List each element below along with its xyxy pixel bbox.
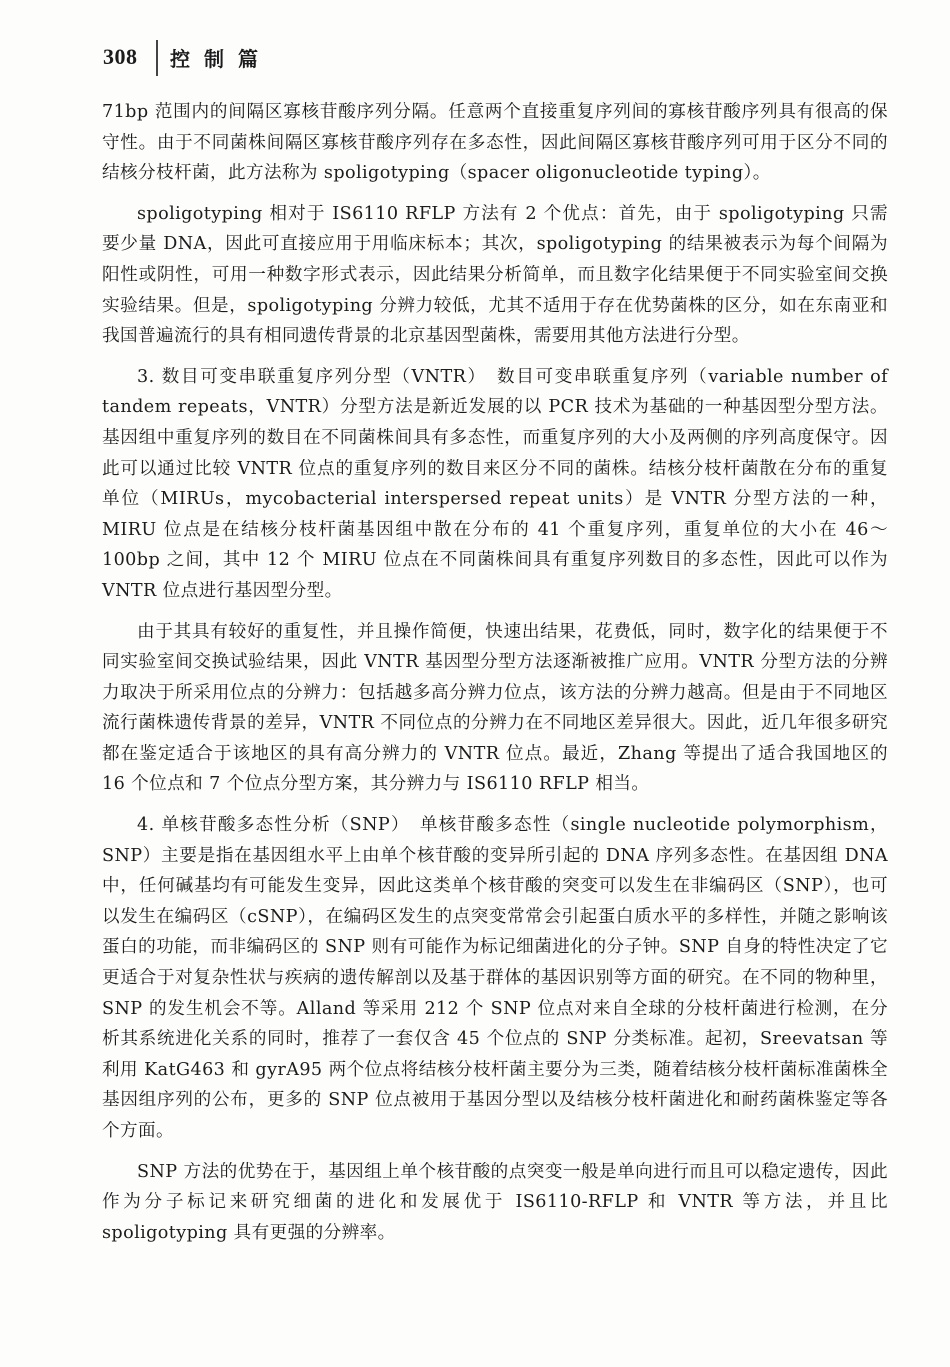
paragraph-snp: 4. 单核苷酸多态性分析（SNP） 单核苷酸多态性（single nucleotide polymorphism，SNP）主要是指在基因组水平上由单个核苷酸的变异所引起的 DNA 序列多态性。在基因组 DNA 中，任何碱基均有可能发生变异，因此这类单个核苷酸的突变可以发生在非编码区（SNP），也可以发生在编码区（cSNP），在编码区发生的点突变常常会引起蛋白质水平的多样性，并随之影响该蛋白的功能，而非编码区的 SNP 则有可能作为标记细菌进化的分子钟。SNP 自身的特性决定了它更适合于对复杂性状与疾病的遗传解剖以及基于群体的基因识别等方面的研究。在不同的物种里，SNP 的发生机会不等。Alland 等采用 212 个 SNP 位点对来自全球的分枝杆菌进行检测，在分析其系统进化关系的同时，推荐了一套仅含 45 个位点的 SNP 分类标准。起初，Sreevatsan 等利用 KatG463 和 gyrA95 两个位点将结核分枝杆菌主要分为三类，随着结核分枝杆菌标准菌株全基因组序列的公布，更多的 SNP 位点被用于基因分型以及结核分枝杆菌进化和耐药菌株鉴定等各个方面。 (102, 815, 888, 1141)
paragraph-spoligotyping-advantages: spoligotyping 相对于 IS6110 RFLP 方法有 2 个优点：首先，由于 spoligotyping 只需要少量 DNA，因此可直接应用于用临床标本；其次，spoligotyping 的结果被表示为每个间隔为阳性或阴性，可用一种数字形式表示，因此结果分析简单，而且数字化结果便于不同实验室间交换实验结果。但是，spoligotyping 分辨力较低，尤其不适用于存在优势菌株的区分，如在东南亚和我国普遍流行的具有相同遗传背景的北京基因型菌株，需要用其他方法进行分型。 (102, 203, 888, 347)
chapter-title: 控制篇 (170, 47, 272, 71)
paragraph-vntr: 3. 数目可变串联重复序列分型（VNTR） 数目可变串联重复序列（variable number of tandem repeats，VNTR）分型方法是新近发展的以 PCR 技术为基础的一种基因型分型方法。基因组中重复序列的数目在不同菌株间具有多态性，而重复序列的大小及两侧的序列高度保守。因此可以通过比较 VNTR 位点的重复序列的数目来区分不同的菌株。结核分枝杆菌散在分布的重复单位（MIRUs，mycobacterial interspersed repeat units）是 VNTR 分型方法的一种，MIRU 位点是在结核分枝杆菌基因组中散在分布的 41 个重复序列，重复单位的大小在 46～100bp 之间，其中 12 个 MIRU 位点在不同菌株间具有重复序列数目的多态性，因此可以作为 VNTR 位点进行基因型分型。 (102, 366, 888, 601)
page-number: 308 (103, 44, 138, 69)
paragraph-snp-advantages: SNP 方法的优势在于，基因组上单个核苷酸的点突变一般是单向进行而且可以稳定遗传，因此作为分子标记来研究细菌的进化和发展优于 IS6110-RFLP 和 VNTR 等方法，并且比 spoligotyping 具有更强的分辨率。 (102, 1161, 888, 1243)
body-text (102, 97, 888, 1258)
paragraph-spoligotyping-intro: 71bp 范围内的间隔区寡核苷酸序列分隔。任意两个直接重复序列间的寡核苷酸序列具有很高的保守性。由于不同菌株间隔区寡核苷酸序列存在多态性，因此间隔区寡核苷酸序列可用于区分不同的结核分枝杆菌，此方法称为 spoligotyping（spacer oligonucleotide typing）。 (102, 102, 888, 184)
header-divider (156, 40, 158, 76)
running-header (98, 40, 898, 78)
paragraph-vntr-application: 由于其具有较好的重复性，并且操作简便，快速出结果，花费低，同时，数字化的结果便于不同实验室间交换试验结果，因此 VNTR 基因型分型方法逐渐被推广应用。VNTR 分型方法的分辨力取决于所采用位点的分辨力：包括越多高分辨力位点，该方法的分辨力越高。但是由于不同地区流行菌株遗传背景的差异，VNTR 不同位点的分辨力在不同地区差异很大。因此，近几年很多研究都在鉴定适合于该地区的具有高分辨力的 VNTR 位点。最近，Zhang 等提出了适合我国地区的 16 个位点和 7 个位点分型方案，其分辨力与 IS6110 RFLP 相当。 (102, 621, 888, 795)
